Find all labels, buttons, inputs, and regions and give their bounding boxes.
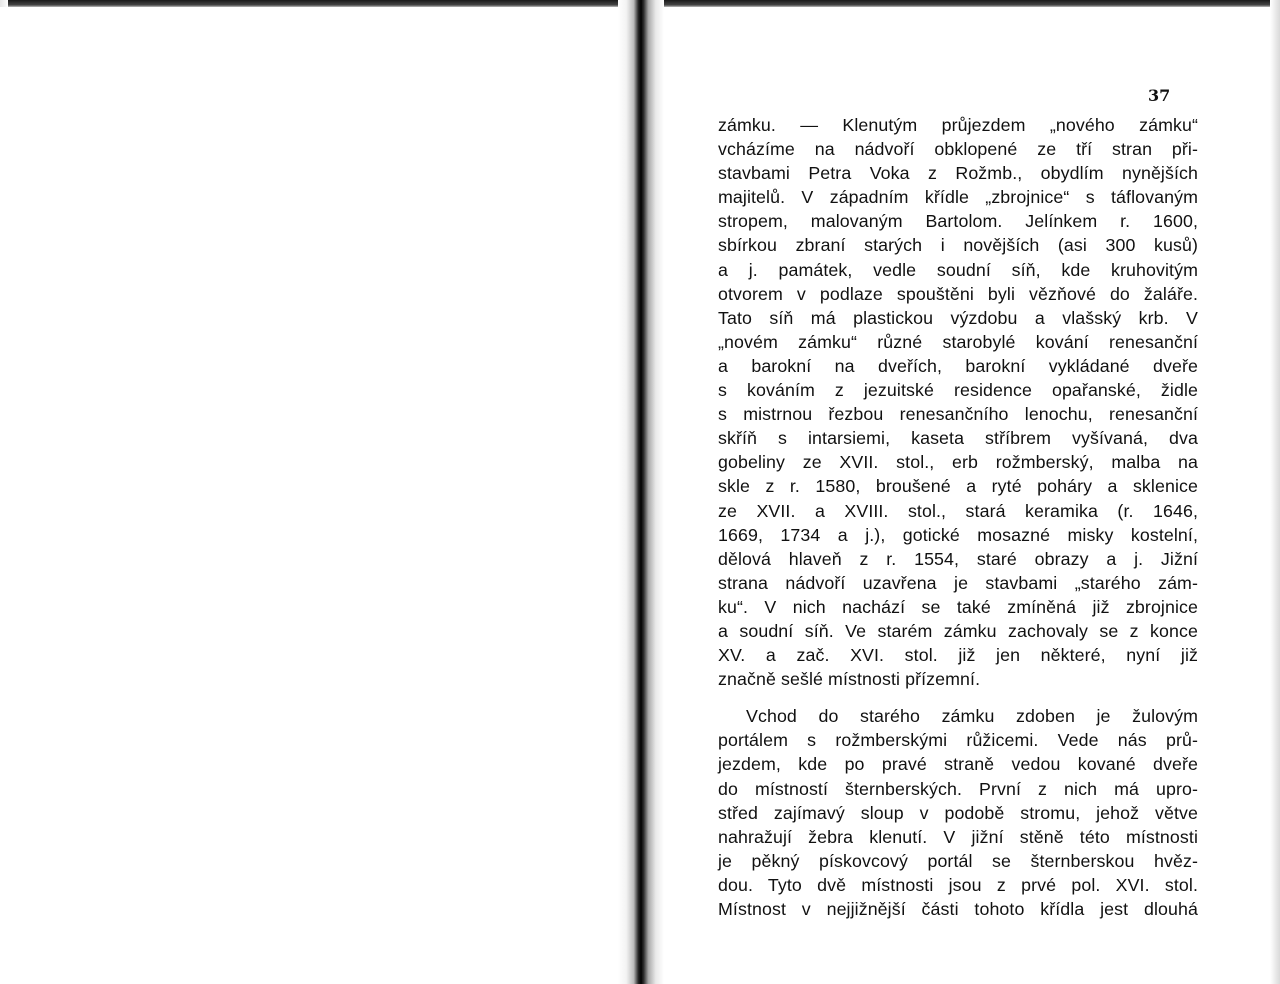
text-line: do místností šternberských. První z nich má upro-	[718, 778, 1198, 799]
text-line: a barokní na dveřích, barokní vykládané dveře	[718, 355, 1198, 376]
text-line: ku“. V nich nachází se také zmíněná již zbrojnice	[718, 596, 1198, 617]
text-line: Vchod do starého zámku zdoben je žulovým	[746, 706, 1198, 727]
text-line: stropem, malovaným Bartolom. Jelínkem r. 1600,	[718, 211, 1198, 232]
text-line: „novém zámku“ různé starobylé kování renesanční	[718, 331, 1198, 352]
text-line: nahražují žebra klenutí. V jižní stěně této místnosti	[718, 826, 1198, 847]
text-line: jezdem, kde po pravé straně vedou kované dveře	[718, 754, 1198, 775]
text-line: strana nádvoří uzavřena je stavbami „starého zám-	[718, 572, 1198, 593]
text-line: skříň s intarsiemi, kaseta stříbrem vyšívaná, dva	[718, 428, 1198, 449]
right-page-edge	[1270, 0, 1280, 984]
text-line: sbírkou zbraní starých i novějších (asi 300 kusů)	[718, 235, 1198, 256]
text-line: portálem s rožmberskými růžicemi. Vede nás prů-	[718, 730, 1198, 751]
text-line: otvorem v podlaze spouštěni byli vězňové do žaláře.	[718, 283, 1198, 304]
text-line: je pěkný pískovcový portál se šternberskou hvěz-	[718, 850, 1198, 871]
text-line: vcházíme na nádvoří obklopené ze tří stran při-	[718, 139, 1198, 160]
body-text	[718, 113, 1198, 921]
text-line: dou. Tyto dvě místnosti jsou z prvé pol. XVI. stol.	[718, 874, 1198, 895]
text-line: střed zajímavý sloup v podobě stromu, jehož větve	[718, 802, 1198, 823]
text-line: Tato síň má plastickou výzdobu a vlašský krb. V	[718, 307, 1198, 328]
book-gutter	[618, 0, 664, 984]
text-line: značně sešlé místnosti přízemní.	[718, 669, 981, 690]
text-line: XV. a zač. XVI. stol. již jen některé, nyní již	[718, 645, 1198, 666]
left-page-blank	[0, 7, 632, 984]
text-line: 1669, 1734 a j.), gotické mosazné misky kostelní,	[718, 524, 1198, 545]
text-line: dělová hlaveň z r. 1554, staré obrazy a j. Jižní	[718, 548, 1198, 569]
text-line: stavbami Petra Voka z Rožmb., obydlím nynějších	[718, 163, 1198, 184]
page-number: 37	[1148, 86, 1171, 105]
text-line: skle z r. 1580, broušené a ryté poháry a sklenice	[718, 476, 1198, 497]
text-line: Místnost v nejjižnější části tohoto křídla jest dlouhá	[718, 899, 1198, 919]
text-line: gobeliny ze XVII. stol., erb rožmberský, malba na	[718, 452, 1198, 473]
text-line: ze XVII. a XVIII. stol., stará keramika (r. 1646,	[718, 500, 1198, 521]
text-line: zámku. — Klenutým průjezdem „nového zámku“	[718, 115, 1198, 135]
text-line: a soudní síň. Ve starém zámku zachovaly se z konce	[718, 620, 1198, 641]
paragraph-gap	[718, 691, 1198, 704]
text-line: s mistrnou řezbou renesančního lenochu, renesanční	[718, 404, 1198, 425]
text-line: s kováním z jezuitské residence opařanské, židle	[718, 380, 1198, 401]
text-line: a j. památek, vedle soudní síň, kde kruhovitým	[718, 259, 1198, 280]
text-line: majitelů. V západním křídle „zbrojnice“ s táflovaným	[718, 187, 1198, 208]
